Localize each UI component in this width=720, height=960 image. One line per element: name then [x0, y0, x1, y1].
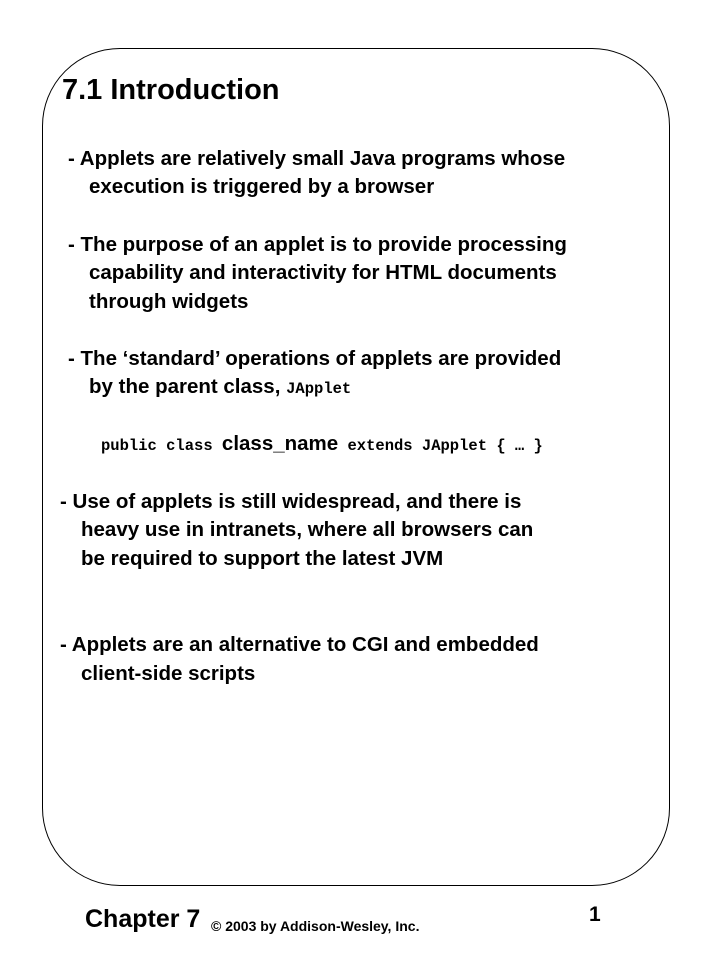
bullet-2-line-1: - The purpose of an applet is to provide processing [68, 233, 567, 256]
code-class-name: class_name [221, 432, 339, 455]
footer-copyright: © 2003 by Addison-Wesley, Inc. [211, 918, 420, 934]
footer-chapter: Chapter 7 [85, 905, 201, 933]
bullet-1-line-1: - Applets are relatively small Java programs whose [68, 147, 566, 170]
bullet-3-line-2 [89, 373, 351, 403]
class-declaration-code [101, 432, 543, 456]
bullet-4-line-3: be required to support the latest JVM [81, 547, 444, 570]
bullet-4-line-2: heavy use in intranets, where all browsers can [81, 518, 534, 541]
japplet-code: JApplet [286, 380, 352, 398]
bullet-4-line-1: - Use of applets is still widespread, and there is [60, 490, 522, 513]
bullet-2-line-2: capability and interactivity for HTML documents [89, 261, 557, 284]
bullet-3-line-1: - The ‘standard’ operations of applets are provided [68, 347, 562, 370]
bullet-3-line-2-text: by the parent class, [89, 375, 287, 398]
code-prefix: public class [101, 437, 222, 455]
slide-title: 7.1 Introduction [62, 74, 280, 106]
bullet-5-line-2: client-side scripts [81, 662, 256, 685]
page-number: 1 [589, 903, 601, 926]
code-suffix: extends JApplet { … } [338, 437, 543, 455]
bullet-5-line-1: - Applets are an alternative to CGI and embedded [60, 633, 539, 656]
bullet-1-line-2: execution is triggered by a browser [89, 175, 435, 198]
bullet-2-line-3: through widgets [89, 290, 249, 313]
